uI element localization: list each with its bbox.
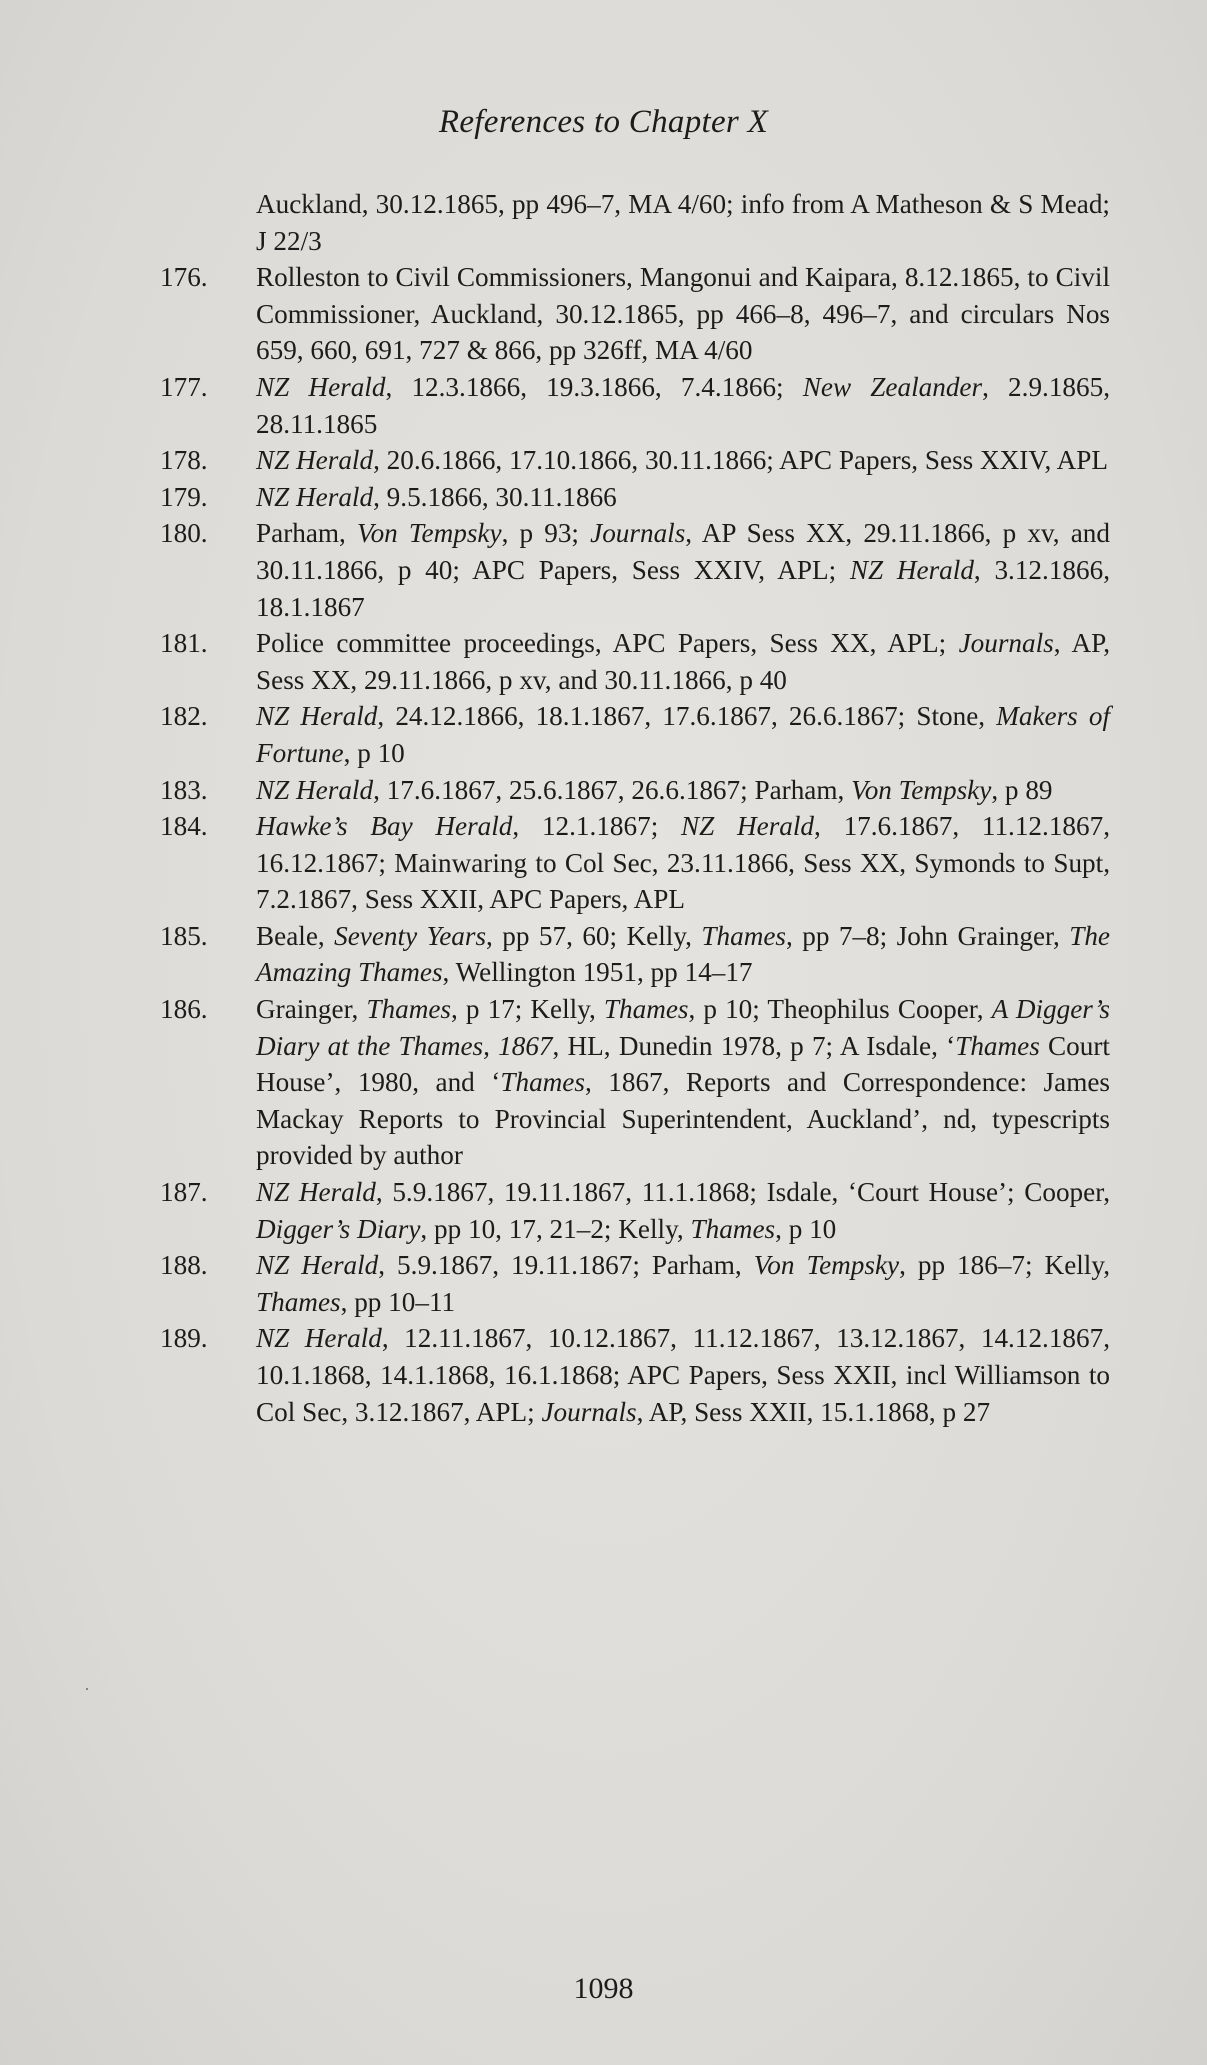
reference-number: 182. [160, 701, 208, 732]
reference-number: 189. [160, 1323, 208, 1354]
reference-entry [160, 442, 1110, 479]
reference-entry [160, 1320, 1110, 1430]
reference-text: NZ Herald, 24.12.1866, 18.1.1867, 17.6.1867, 26.6.1867; Stone, Makers of Fortune, p 10 [256, 701, 1111, 768]
reference-text: NZ Herald, 9.5.1866, 30.11.1866 [256, 481, 617, 512]
reference-entry [160, 991, 1110, 1174]
reference-entry [160, 772, 1110, 809]
reference-number: 179. [160, 481, 208, 512]
reference-number: 180. [160, 518, 208, 549]
reference-text: Police committee proceedings, APC Papers, Sess XX, APL; Journals, AP, Sess XX, 29.11.1866, p xv, and 30.11.1866, p 40 [256, 628, 1110, 695]
reference-number: 177. [160, 371, 208, 402]
reference-number: 183. [160, 774, 208, 805]
reference-text: NZ Herald, 12.3.1866, 19.3.1866, 7.4.1866; New Zealander, 2.9.1865, 28.11.1865 [256, 371, 1111, 439]
reference-entry [160, 369, 1110, 442]
page-number: 1098 [573, 1972, 634, 2005]
reference-number: 178. [160, 445, 208, 476]
reference-entry [160, 259, 1110, 369]
reference-text: NZ Herald, 5.9.1867, 19.11.1867; Parham, Von Tempsky, pp 186–7; Kelly, Thames, pp 10–11 [256, 1250, 1110, 1317]
reference-number: 188. [160, 1250, 208, 1281]
reference-text: Auckland, 30.12.1865, pp 496–7, MA 4/60; info from A Matheson & S Mead; J 22/3 [256, 189, 1110, 256]
reference-number: 187. [160, 1177, 208, 1208]
reference-entry [160, 1174, 1110, 1247]
reference-number: 185. [160, 920, 208, 951]
reference-entry [160, 625, 1110, 698]
reference-number: 184. [160, 811, 208, 842]
running-head: References to Chapter X [438, 104, 769, 140]
reference-entry [160, 918, 1110, 991]
reference-entry [160, 1247, 1110, 1320]
reference-number: 181. [160, 628, 208, 659]
reference-list [160, 186, 1110, 1430]
reference-text: Parham, Von Tempsky, p 93; Journals, AP Sess XX, 29.11.1866, p xv, and 30.11.1866, p 40; APC Papers, Sess XXIV, APL; NZ Herald, 3.12.1866, 18.1.1867 [256, 518, 1110, 622]
reference-text: Grainger, Thames, p 17; Kelly, Thames, p 10; Theophilus Cooper, A Digger’s Diary at the Thames, 1867, HL, Dunedin 1978, p 7; A Isdale, ‘Thames Court House’, 1980, and ‘Thames, 1867, Reports and Correspondence: James Mackay Reports to Provincial Superintendent, Auckland’, nd, typescripts provided by author [256, 994, 1111, 1171]
reference-text: Hawke’s Bay Herald, 12.1.1867; NZ Herald, 17.6.1867, 11.12.1867, 16.12.1867; Mainwaring to Col Sec, 23.11.1866, Sess XX, Symonds to Supt, 7.2.1867, Sess XXII, APC Papers, APL [256, 811, 1110, 915]
reference-text: NZ Herald, 17.6.1867, 25.6.1867, 26.6.1867; Parham, Von Tempsky, p 89 [256, 774, 1053, 805]
reference-items [160, 259, 1110, 1430]
reference-text: NZ Herald, 20.6.1866, 17.10.1866, 30.11.1866; APC Papers, Sess XXIV, APL [256, 445, 1108, 476]
reference-number: 176. [160, 262, 208, 293]
reference-entry [160, 808, 1110, 918]
reference-entry [160, 479, 1110, 516]
paper-speck [86, 1688, 88, 1690]
reference-text: NZ Herald, 5.9.1867, 19.11.1867, 11.1.1868; Isdale, ‘Court House’; Cooper, Digger’s Diary, pp 10, 17, 21–2; Kelly, Thames, p 10 [256, 1177, 1110, 1244]
reference-text: NZ Herald, 12.11.1867, 10.12.1867, 11.12.1867, 13.12.1867, 14.12.1867, 10.1.1868, 14.1.1868, 16.1.1868; APC Papers, Sess XXII, incl Williamson to Col Sec, 3.12.1867, APL; Journals, AP, Sess XXII, 15.1.1868, p 27 [256, 1323, 1111, 1427]
reference-entry [160, 515, 1110, 625]
reference-number: 186. [160, 994, 208, 1025]
reference-entry [160, 698, 1110, 771]
reference-text: Beale, Seventy Years, pp 57, 60; Kelly, Thames, pp 7–8; John Grainger, The Amazing Thames, Wellington 1951, pp 14–17 [256, 920, 1110, 988]
reference-text: Rolleston to Civil Commissioners, Mangonui and Kaipara, 8.12.1865, to Civil Commissioner, Auckland, 30.12.1865, pp 466–8, 496–7, and circulars Nos 659, 660, 691, 727 & 866, pp 326ff, MA 4/60 [256, 262, 1110, 366]
reference-continuation [160, 186, 1110, 259]
